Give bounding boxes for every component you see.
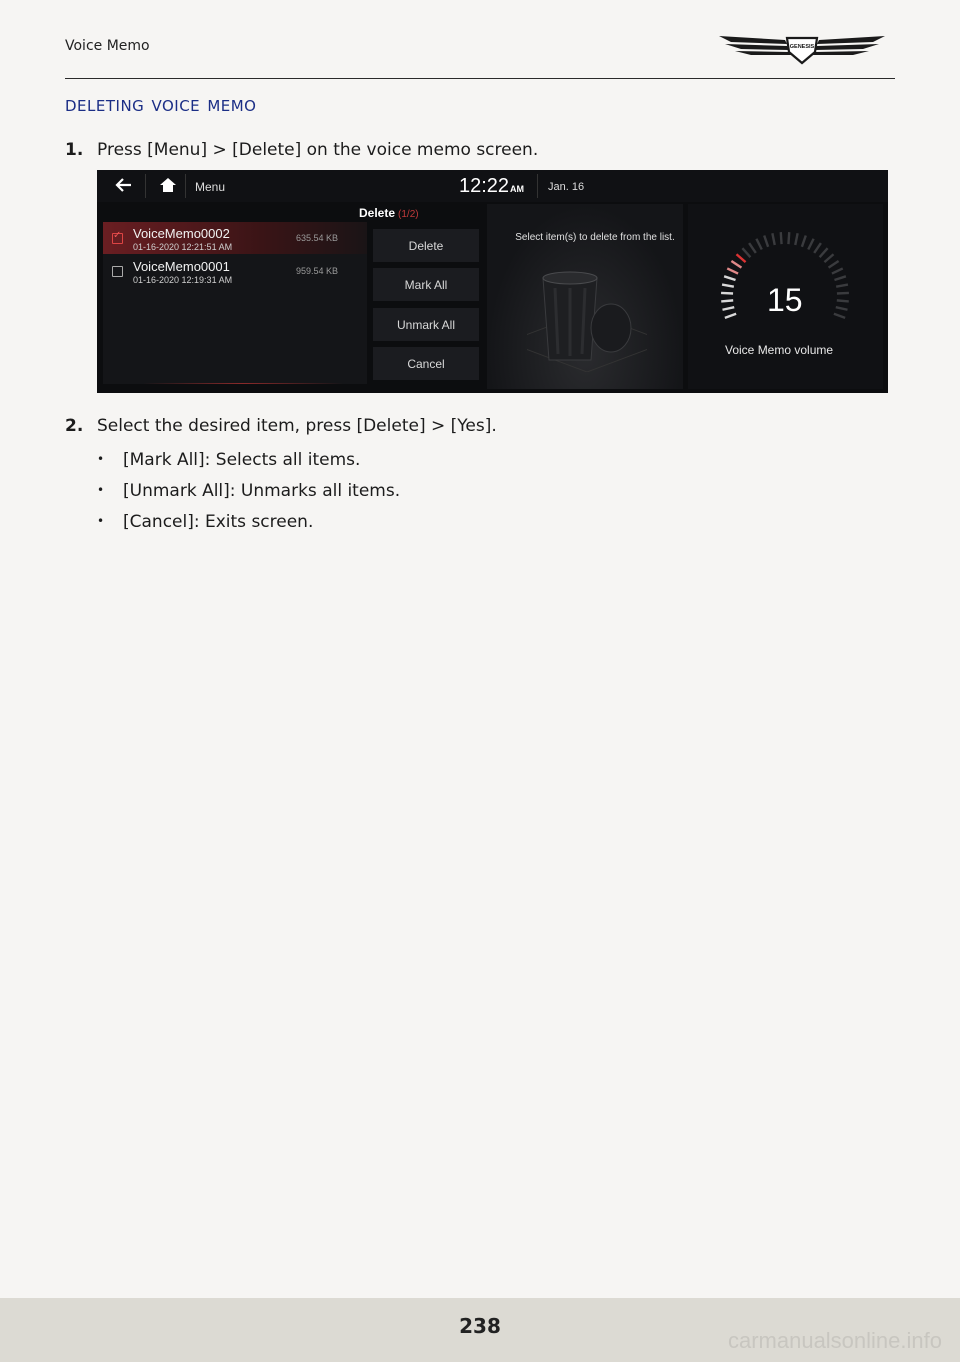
gauge-tick	[836, 307, 848, 310]
list-item[interactable]	[103, 255, 367, 287]
gauge-tick	[781, 232, 782, 244]
volume-label: Voice Memo volume	[725, 343, 834, 357]
list-item: • [Cancel]: Exits screen.	[97, 512, 314, 532]
memo-date: 01-16-2020 12:19:31 AM	[133, 275, 233, 285]
trash-bin-icon	[527, 262, 647, 377]
memo-size: 635.54 KB	[296, 233, 339, 243]
gauge-tick	[727, 268, 738, 273]
gauge-tick	[724, 276, 735, 280]
volume-value: 15	[767, 282, 803, 318]
hint-text: Select item(s) to delete from the list.	[515, 232, 675, 243]
step-number: 1.	[65, 140, 84, 160]
gauge-tick	[721, 300, 733, 301]
gauge-tick	[788, 232, 789, 244]
mark-all-button[interactable]: Mark All	[373, 268, 479, 301]
gauge-tick	[837, 300, 849, 301]
memo-size: 959.54 KB	[296, 266, 339, 276]
home-icon[interactable]	[159, 177, 177, 198]
infotainment-screen	[97, 170, 888, 393]
gauge-tick	[834, 276, 845, 280]
clock-ampm: AM	[510, 184, 524, 194]
delete-page-indicator: (1/2)	[398, 209, 419, 220]
delete-button[interactable]: Delete	[373, 229, 479, 262]
unmark-all-button[interactable]: Unmark All	[373, 308, 479, 341]
gauge-tick	[795, 233, 797, 245]
header-title: Voice Memo	[65, 38, 150, 54]
gauge-tick	[722, 307, 734, 310]
gauge-tick	[722, 285, 734, 287]
gauge-tick	[824, 254, 833, 262]
page-number: 238	[459, 1314, 501, 1338]
gauge-tick	[829, 261, 839, 268]
gauge-tick	[832, 268, 843, 273]
gauge-tick	[802, 235, 806, 246]
gauge-tick	[749, 243, 756, 253]
gauge-tick	[834, 314, 845, 318]
checkbox-unchecked[interactable]	[112, 266, 123, 277]
delete-header	[359, 206, 419, 220]
gauge-tick	[820, 248, 828, 257]
gauge-tick	[756, 239, 761, 250]
gauge-tick	[808, 239, 813, 250]
gauge-tick	[736, 254, 745, 262]
step-text: Press [Menu] > [Delete] on the voice memo screen.	[97, 140, 539, 160]
clock-date: Jan. 16	[548, 181, 585, 193]
step-text: Select the desired item, press [Delete] > [Yes].	[97, 416, 497, 436]
gauge-tick	[742, 248, 750, 257]
memo-list	[103, 222, 367, 384]
checkbox-checked[interactable]	[112, 233, 123, 244]
step-number: 2.	[65, 416, 84, 436]
gauge-tick	[772, 233, 774, 245]
page-header	[65, 28, 895, 79]
clock-time: 12:22	[459, 175, 510, 197]
delete-title: Delete	[359, 206, 396, 220]
gauge-tick	[837, 293, 849, 294]
logo-text: GENESIS	[789, 44, 815, 50]
bullet-list	[97, 446, 400, 539]
step-1	[65, 140, 538, 160]
gauge-tick	[814, 243, 821, 253]
top-bar	[97, 170, 888, 202]
gauge-tick	[836, 285, 848, 287]
list-item[interactable]	[103, 222, 367, 254]
memo-name: VoiceMemo0001	[133, 259, 230, 274]
gauge-tick	[764, 235, 768, 246]
back-arrow-icon[interactable]	[115, 176, 133, 199]
section-title: deleting voice memo	[65, 92, 257, 116]
list-item: • [Mark All]: Selects all items.	[97, 450, 361, 470]
page-footer	[0, 1298, 960, 1362]
list-item: • [Unmark All]: Unmarks all items.	[97, 481, 401, 501]
step-2	[65, 416, 497, 436]
gauge-tick	[731, 261, 741, 268]
menu-button[interactable]: Menu	[195, 180, 226, 194]
memo-name: VoiceMemo0002	[133, 226, 230, 241]
memo-date: 01-16-2020 12:21:51 AM	[133, 242, 233, 252]
watermark-text: carmanualsonline.info	[727, 1328, 942, 1353]
cancel-button[interactable]: Cancel	[373, 347, 479, 380]
gauge-tick	[725, 314, 736, 318]
gauge-tick	[721, 293, 733, 294]
genesis-logo	[717, 30, 887, 70]
